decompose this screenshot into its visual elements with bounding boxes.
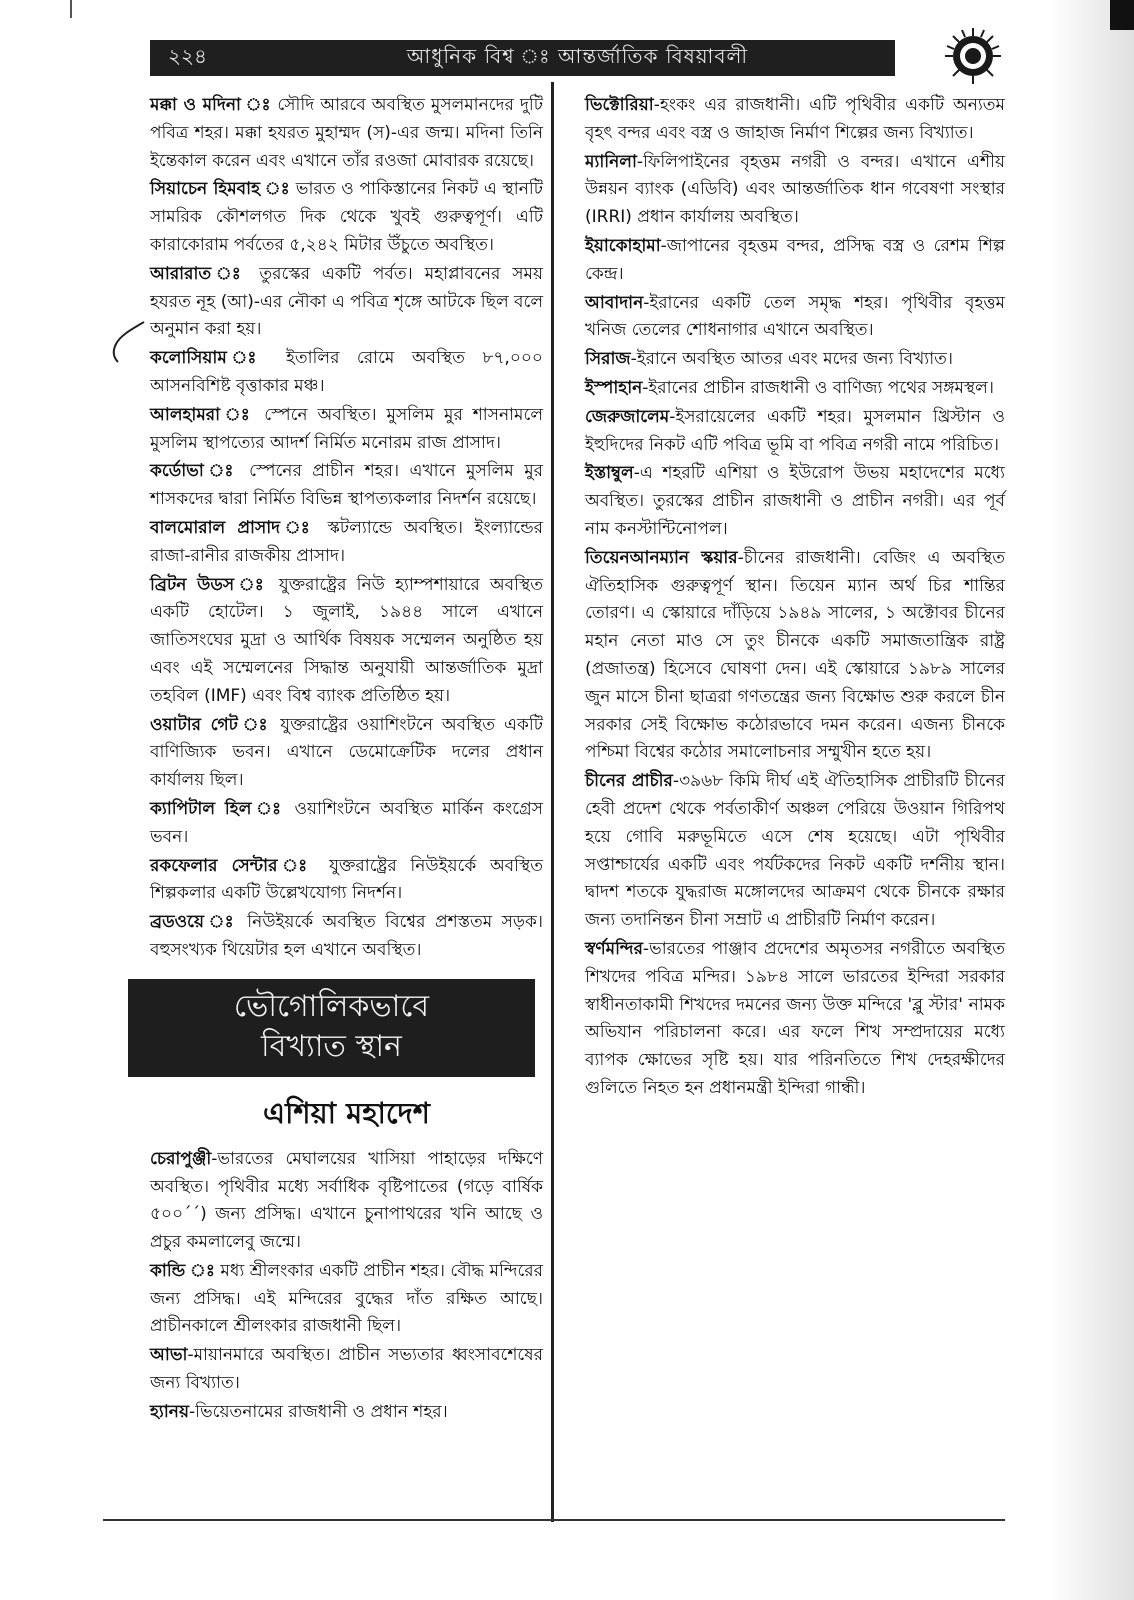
banner-line-1: ভৌগোলিকভাবে — [233, 988, 430, 1024]
entry-term: তিয়েনআনম্যান স্কয়ার — [585, 547, 738, 568]
entry — [150, 261, 543, 344]
entry — [585, 936, 1005, 1103]
entry-term: সিয়াচেন হিমবাহ ঃ — [150, 179, 291, 200]
left-lower-entries — [150, 1146, 543, 1427]
page-frame-bottom — [103, 1519, 1005, 1521]
entry — [585, 545, 1005, 767]
entry-text: মধ্য শ্রীলংকার একটি প্রাচীন শহর। বৌদ্ধ মন্দিরের জন্য প্রসিদ্ধ। এই মন্দিরের বুদ্ধের দাঁত রক্ষিত আছে। প্রাচীনকালে শ্রীলংকার রাজধানী ছিল। — [150, 1260, 543, 1337]
entry-term: কর্ডোভা ঃ — [150, 461, 239, 482]
entry-term: হ্যানয় — [150, 1401, 189, 1422]
entry-text: -হংকং এর রাজধানী। এটি পৃথিবীর একটি অন্যতম বৃহৎ বন্দর এবং বস্ত্র ও জাহাজ নির্মাণ শিল্পের জন্য বিখ্যাত। — [585, 95, 1005, 143]
entry-term: আরারাত ঃ — [150, 263, 248, 284]
entry — [150, 572, 543, 711]
entry — [150, 853, 543, 909]
entry-text: -ইরানে অবস্থিত আতর এবং মদের জন্য বিখ্যাত। — [630, 349, 953, 370]
entry — [150, 712, 543, 795]
entry-text: যুক্তরাষ্ট্রের নিউইয়র্কে অবস্থিত শিল্পকলার একটি উল্লেখযোগ্য নিদর্শন। — [150, 855, 543, 904]
entry-text: -ইসরায়েলের একটি শহর। মুসলমান খ্রিস্টান ও ইহুদিদের নিকট এটি পবিত্র ভূমি বা পবিত্র নগরী নামে পরিচিত। — [585, 406, 1005, 455]
entry-text: -৩৯৬৮ কিমি দীর্ঘ এই ঐতিহাসিক প্রাচীরটি চীনের হেবী প্রদেশ থেকে পর্বতাকীর্ণ অঞ্চল পেরিয়ে উওয়ান গিরিপথ হয়ে গোবি মরুভূমিতে এসে শেষ হয়েছে। এটা পৃথিবীর সপ্তাশ্চার্যের একটি এবং পর্যটকদের নিকট একটি দর্শনীয় স্থান। দ্বাদশ শতকে যুদ্ধরাজ মঙ্গোলদের আক্রমণ থেকে চীনকে রক্ষার জন্য তদানিন্তন চীনা সম্রাট এ প্রাচীরটি নির্মাণ করেন। — [585, 771, 1005, 931]
entry-text: ওয়াশিংটনে অবস্থিত মার্কিন কংগ্রেস ভবন। — [150, 798, 543, 847]
banner-line-2: বিখ্যাত স্থান — [261, 1028, 402, 1064]
section-banner — [128, 979, 535, 1077]
entry-term: স্বর্ণমন্দির — [585, 938, 643, 959]
entry-term: মক্কা ও মদিনা ঃ — [150, 95, 272, 115]
entry-text: যুক্তরাষ্ট্রের ওয়াশিংটনে অবস্থিত একটি বাণিজ্যিক ভবন। এখানে ডেমোক্রেটিক দলের প্রধান কার্যালয় ছিল। — [150, 714, 543, 791]
entry — [585, 92, 1005, 148]
entry-term: ইয়াকোহামা — [585, 235, 661, 256]
page-number: ২২৪ — [168, 43, 207, 68]
entry — [585, 404, 1005, 460]
page-edge-bar — [1110, 0, 1134, 30]
entry — [150, 909, 543, 965]
entry-text: তুরস্কের একটি পর্বত। মহাপ্লাবনের সময় হযরত নূহ (আ)-এর নৌকা এ পবিত্র শৃঙ্গে আটকে ছিল বলে অনুমান করা হয়। — [150, 263, 543, 340]
entry-text: -মায়ানমারে অবস্থিত। প্রাচীন সভ্যতার ধ্বংসাবশেষের জন্য বিখ্যাত। — [150, 1345, 543, 1394]
entry-text: -ভারতের মেঘালয়ের খাসিয়া পাহাড়ের দক্ষিণে অবস্থিত। পৃথিবীর মধ্যে সর্বাধিক বৃষ্টিপাতের (গড়ে বার্ষিক ৫০০´´) জন্য প্রসিদ্ধ। এখানে চুনাপাথরের খনি আছে ও প্রচুর কমলালেবু জন্মে। — [150, 1148, 543, 1253]
entry-text: নিউইয়র্কে অবস্থিত বিশ্বের প্রশস্ততম সড়ক। বহুসংখ্যক থিয়েটার হল এখানে অবস্থিত। — [150, 912, 543, 960]
entry — [585, 375, 1005, 403]
entry-term: ভিক্টোরিয়া — [585, 95, 654, 115]
entry-text: -চীনের রাজধানী। বেজিং এ অবস্থিত ঐতিহাসিক গুরুত্বপূর্ণ স্থান। তিয়েন ম্যান অর্থ চির শান্তির তোরণ। এ স্কোয়ারে দাঁড়িয়ে ১৯৪৯ সালের, ১ অক্টোবর চীনের মহান নেতা মাও সে তুং চীনকে একটি সমাজতান্ত্রিক রাষ্ট্র (প্রজাতন্ত্র) হিসেবে ঘোষণা দেন। এই স্কোয়ারে ১৯৮৯ সালের জুন মাসে চীনা ছাত্ররা গণতন্ত্রের জন্য বিক্ষোভ শুরু করলে চীন সরকার সেই বিক্ষোভ কঠোরভাবে দমন করেন। এজন্য চীনকে পশ্চিমা বিশ্বের কঠোর সমালোচনার সম্মুখীন হতে হয়। — [585, 547, 1005, 763]
entry — [150, 402, 543, 458]
page-edge-mark — [70, 0, 72, 18]
entry-term: কলোসিয়াম ঃ — [150, 348, 269, 369]
entry-term: কান্ডি ঃ — [150, 1260, 215, 1281]
entry — [150, 1342, 543, 1398]
entry-term: চীনের প্রাচীর — [585, 771, 673, 792]
entry-text: -ইরানের একটি তেল সমৃদ্ধ শহর। পৃথিবীর বৃহত্তম খনিজ তেলের শোধনাগার এখানে অবস্থিত। — [585, 292, 1005, 341]
entry-term: রকফেলার সেন্টার ঃ — [150, 855, 316, 876]
right-entries — [585, 92, 1005, 1103]
entry — [585, 768, 1005, 935]
entry — [150, 796, 543, 852]
entry-term: আলহামরা ঃ — [150, 404, 255, 425]
entry — [150, 1258, 543, 1341]
entry-text: স্পেনে অবস্থিত। মুসলিম মুর শাসনামলে মুসলিম স্থাপত্যের আদর্শ নির্মিত মনোরম রাজ প্রাসাদ। — [150, 404, 543, 453]
entry-text: -ইরানের প্রাচীন রাজধানী ও বাণিজ্য পথের সঙ্গমস্থল। — [642, 377, 994, 398]
entry — [150, 458, 543, 514]
entry-text: -ভারতের পাঞ্জাব প্রদেশের অমৃতসর নগরীতে অবস্থিত শিখদের পবিত্র মন্দির। ১৯৮৪ সালে ভারতের ইন্দিরা সরকার স্বাধীনতাকামী শিখদের দমনের জন্য উক্ত মন্দিরে 'ব্লু স্টার' নামক অভিযান পরিচালনা করে। এর ফলে শিখ সম্প্রদায়ের মধ্যে ব্যাপক ক্ষোভের সৃষ্টি হয়। যার পরিনতিতে শিখ দেহরক্ষীদের গুলিতে নিহত হন প্রধানমন্ত্রী ইন্দিরা গান্ধী। — [585, 938, 1005, 1098]
entry-term: ক্যাপিটাল হিল ঃ — [150, 798, 286, 819]
entry — [150, 515, 543, 571]
entry-text: ইতালির রোমে অবস্থিত ৮৭,০০০ আসনবিশিষ্ট বৃত্তাকার মঞ্চ। — [150, 348, 543, 396]
entry-term: ওয়াটার গেট ঃ — [150, 714, 272, 735]
entry-text: -ভিয়েতনামের রাজধানী ও প্রধান শহর। — [188, 1401, 448, 1422]
entry-term: আবাদান — [585, 292, 644, 313]
entry-text: সৌদি আরবে অবস্থিত মুসলমানদের দুটি পবিত্র শহর। মক্কা হযরত মুহাম্মদ (স)-এর জন্ম। মদিনা তিনি ইন্তেকাল করেন এবং এখানে তাঁর রওজা মোবারক রয়েছে। — [150, 95, 544, 171]
entry — [150, 176, 543, 259]
entry-term: ইস্পাহান — [585, 377, 643, 398]
left-entries — [150, 92, 543, 965]
column-divider — [551, 82, 554, 1522]
right-column — [585, 92, 1005, 1104]
entry-text: -জাপানের বৃহত্তম বন্দর, প্রসিদ্ধ বস্ত্র ও রেশম শিল্প কেন্দ্র। — [585, 235, 1005, 284]
entry-text: -এ শহরটি এশিয়া ও ইউরোপ উভয় মহাদেশের মধ্যে অবস্থিত। তুরস্কের প্রাচীন রাজধানী ও প্রাচীন নগরী। এর পূর্ব নাম কনস্টান্টিনোপল। — [585, 463, 1005, 539]
entry-term: ম্যানিলা — [585, 151, 637, 172]
entry-term: সিরাজ — [585, 349, 631, 370]
entry — [585, 233, 1005, 289]
entry-text: ভারত ও পাকিস্তানের নিকট এ স্থানটি সামরিক কৌশলগত দিক থেকে খুবই গুরুত্বপূর্ণ। এটি কারাকোরাম পর্বতের ৫,২৪২ মিটার উঁচুতে অবস্থিত। — [150, 179, 544, 255]
page-edge-shadow — [1048, 0, 1134, 1600]
entry-text: যুক্তরাষ্ট্রের নিউ হ্যাম্পশায়ারে অবস্থিত একটি হোটেল। ১ জুলাই, ১৯৪৪ সালে এখানে জাতিসংঘের মুদ্রা ও আর্থিক বিষয়ক সম্মেলন অনুষ্ঠিত হয় এবং এই সম্মেলনের সিদ্ধান্ত অনুযায়ী আন্তর্জাতিক মুদ্রা তহবিল (IMF) এবং বিশ্ব ব্যাংক প্রতিষ্ঠিত হয়। — [150, 574, 543, 706]
publisher-logo-icon — [940, 24, 1006, 86]
entry-text: -ফিলিপাইনের বৃহত্তম নগরী ও বন্দর। এখানে এশীয় উন্নয়ন ব্যাংক (এডিবি) এবং আন্তর্জাতিক ধান গবেষণা সংস্থার (IRRI) প্রধান কার্যালয় অবস্থিত। — [585, 151, 1005, 228]
entry-term: ব্রিটন উডস ঃ — [150, 574, 269, 595]
entry-term: আভা — [150, 1345, 188, 1366]
entry-term: ইস্তাম্বুল — [585, 463, 634, 484]
entry — [585, 346, 1005, 374]
subheading-asia: এশিয়া মহাদেশ — [263, 1095, 430, 1130]
left-column — [150, 92, 543, 1428]
entry-text: স্পেনের প্রাচীন শহর। এখানে মুসলিম মুর শাসকদের দ্বারা নির্মিত বিভিন্ন স্থাপত্যকলার নিদর্শন রয়েছে। — [150, 461, 543, 510]
entry-term: জেরুজালেম — [585, 406, 670, 427]
entry-term: বালমোরাল প্রাসাদ ঃ — [150, 517, 317, 538]
margin-pen-mark — [104, 318, 148, 364]
entry-term: চেরাপুঞ্জী — [150, 1148, 212, 1169]
entry-text: স্কটল্যান্ডে অবস্থিত। ইংল্যান্ডের রাজা-রানীর রাজকীয় প্রাসাদ। — [150, 517, 544, 566]
entry — [585, 460, 1005, 543]
entry — [585, 149, 1005, 232]
entry — [150, 92, 543, 175]
running-header — [150, 40, 895, 76]
running-title: আধুনিক বিশ্ব ঃ আন্তর্জাতিক বিষয়াবলী — [406, 43, 749, 68]
entry-term: ব্রডওয়ে ঃ — [150, 912, 238, 933]
entry — [585, 290, 1005, 346]
entry — [150, 1399, 543, 1427]
entry — [150, 345, 543, 401]
entry — [150, 1146, 543, 1257]
